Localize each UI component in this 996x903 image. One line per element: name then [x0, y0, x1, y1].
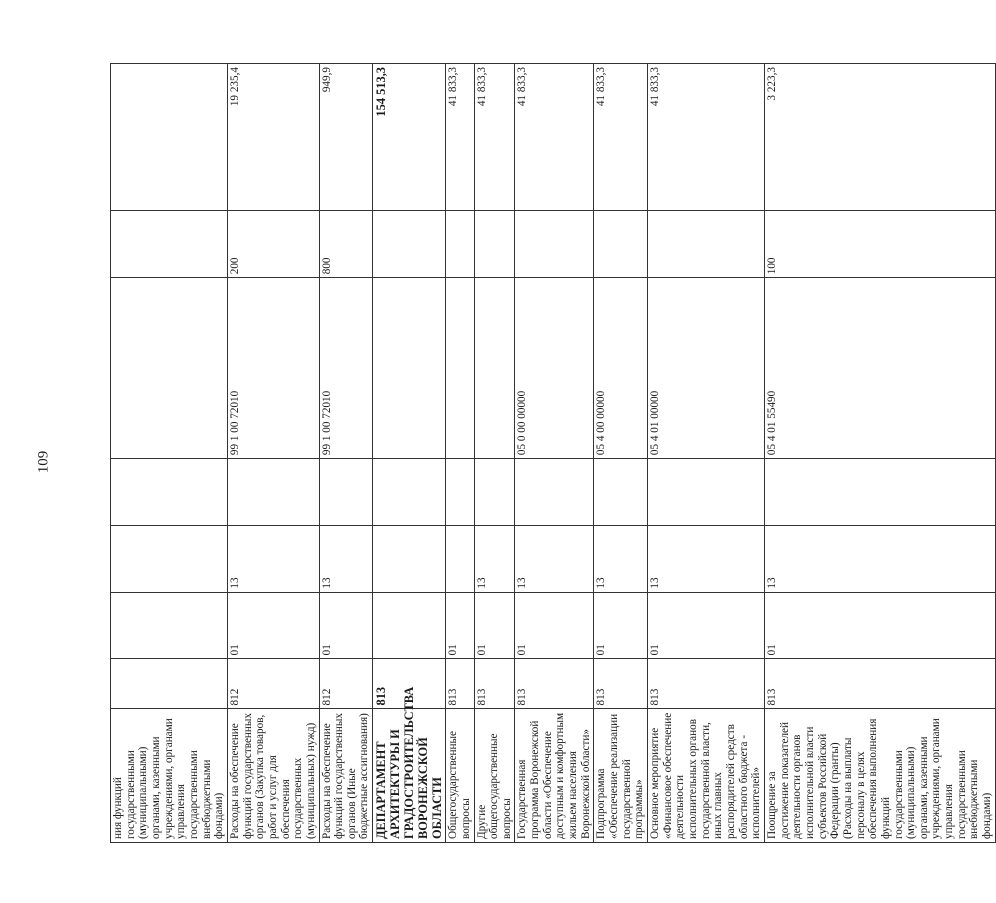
table-row	[446, 64, 474, 843]
vr-cell	[111, 211, 228, 278]
grbs-cell: 813	[764, 659, 995, 709]
sum-cell: 3 223,3	[764, 64, 995, 212]
blank-cell	[474, 459, 515, 526]
name-cell: ния функций государственными (муниципальными) органами, казенными учреждениями, органами управления государственными внебюджетными фондами)	[111, 709, 228, 843]
pr-cell: 13	[594, 525, 648, 592]
vr-cell: 800	[319, 211, 373, 278]
grbs-cell: 813	[446, 659, 474, 709]
grbs-cell: 813	[373, 659, 446, 709]
sum-cell: 41 833,3	[474, 64, 515, 212]
name-cell: Основное мероприятие «Финансовое обеспечение деятельности исполнительных органов государственной власти, иных главных распорядителей средств областного бюджета - исполнителей»	[648, 709, 765, 843]
csr-cell: 99 1 00 72010	[319, 278, 373, 459]
pr-cell	[373, 525, 446, 592]
rz-cell: 01	[764, 592, 995, 659]
vr-cell	[648, 211, 765, 278]
rz-cell: 01	[594, 592, 648, 659]
vr-cell: 100	[764, 211, 995, 278]
sum-cell: 41 833,3	[515, 64, 594, 212]
vr-cell	[515, 211, 594, 278]
csr-cell	[373, 278, 446, 459]
table-row	[648, 64, 765, 843]
csr-cell: 05 4 01 00000	[648, 278, 765, 459]
grbs-cell: 812	[319, 659, 373, 709]
vr-cell	[446, 211, 474, 278]
sum-cell: 41 833,3	[648, 64, 765, 212]
sum-cell: 154 513,3	[373, 64, 446, 212]
rz-cell	[111, 592, 228, 659]
csr-cell: 05 4 01 55490	[764, 278, 995, 459]
budget-table	[110, 63, 996, 843]
table-row-department	[373, 64, 446, 843]
blank-cell	[111, 459, 228, 526]
table-row	[594, 64, 648, 843]
table-row	[319, 64, 373, 843]
table-row	[474, 64, 515, 843]
sum-cell: 41 833,3	[446, 64, 474, 212]
rz-cell: 01	[319, 592, 373, 659]
vr-cell	[594, 211, 648, 278]
pr-cell	[446, 525, 474, 592]
table-row	[227, 64, 319, 843]
table-row	[111, 64, 228, 843]
csr-cell	[446, 278, 474, 459]
blank-cell	[227, 459, 319, 526]
grbs-cell: 812	[227, 659, 319, 709]
page-number: 109	[35, 450, 52, 474]
vr-cell	[474, 211, 515, 278]
name-cell: Общегосударственные вопросы	[446, 709, 474, 843]
table-row	[515, 64, 594, 843]
blank-cell	[446, 459, 474, 526]
pr-cell: 13	[319, 525, 373, 592]
csr-cell: 05 4 00 00000	[594, 278, 648, 459]
csr-cell: 05 0 00 00000	[515, 278, 594, 459]
blank-cell	[515, 459, 594, 526]
vr-cell: 200	[227, 211, 319, 278]
grbs-cell: 813	[515, 659, 594, 709]
grbs-cell	[111, 659, 228, 709]
csr-cell: 99 1 00 72010	[227, 278, 319, 459]
blank-cell	[648, 459, 765, 526]
name-cell: Государственная программа Воронежской области «Обеспечение доступным и комфортным жильем населения Воронежской области»	[515, 709, 594, 843]
rz-cell: 01	[648, 592, 765, 659]
name-cell: ДЕПАРТАМЕНТ АРХИТЕКТУРЫ И ГРАДОСТРОИТЕЛЬСТВА ВОРОНЕЖСКОЙ ОБЛАСТИ	[373, 709, 446, 843]
blank-cell	[594, 459, 648, 526]
blank-cell	[373, 459, 446, 526]
table-row	[764, 64, 995, 843]
sum-cell	[111, 64, 228, 212]
pr-cell	[111, 525, 228, 592]
budget-table-rotated	[110, 63, 994, 843]
rz-cell: 01	[474, 592, 515, 659]
sum-cell: 949,9	[319, 64, 373, 212]
name-cell: Поощрение за достижение показателей деятельности органов исполнительной власти субъектов Российской Федерации (гранты) (Расходы на выплаты персоналу в целях обеспечения выполнения функций государственными (муниципальными) органами, казенными учреждениями, органами управления государственными внебюджетными фондами)	[764, 709, 995, 843]
name-cell: Расходы на обеспечение функций государственных органов (Закупка товаров, работ и услуг для обеспечения государственных (муниципальных) нужд)	[227, 709, 319, 843]
sum-cell: 19 235,4	[227, 64, 319, 212]
pr-cell: 13	[648, 525, 765, 592]
rz-cell: 01	[515, 592, 594, 659]
blank-cell	[764, 459, 995, 526]
name-cell: Расходы на обеспечение функций государственных органов (Иные бюджетные ассигнования)	[319, 709, 373, 843]
pr-cell: 13	[474, 525, 515, 592]
rz-cell: 01	[227, 592, 319, 659]
rz-cell	[373, 592, 446, 659]
name-cell: Подпрограмма «Обеспечение реализации государственной программы»	[594, 709, 648, 843]
pr-cell: 13	[227, 525, 319, 592]
grbs-cell: 813	[474, 659, 515, 709]
vr-cell	[373, 211, 446, 278]
blank-cell	[319, 459, 373, 526]
csr-cell	[474, 278, 515, 459]
csr-cell	[111, 278, 228, 459]
grbs-cell: 813	[594, 659, 648, 709]
rz-cell: 01	[446, 592, 474, 659]
sum-cell: 41 833,3	[594, 64, 648, 212]
pr-cell: 13	[764, 525, 995, 592]
pr-cell: 13	[515, 525, 594, 592]
grbs-cell: 813	[648, 659, 765, 709]
name-cell: Другие общегосударственные вопросы	[474, 709, 515, 843]
